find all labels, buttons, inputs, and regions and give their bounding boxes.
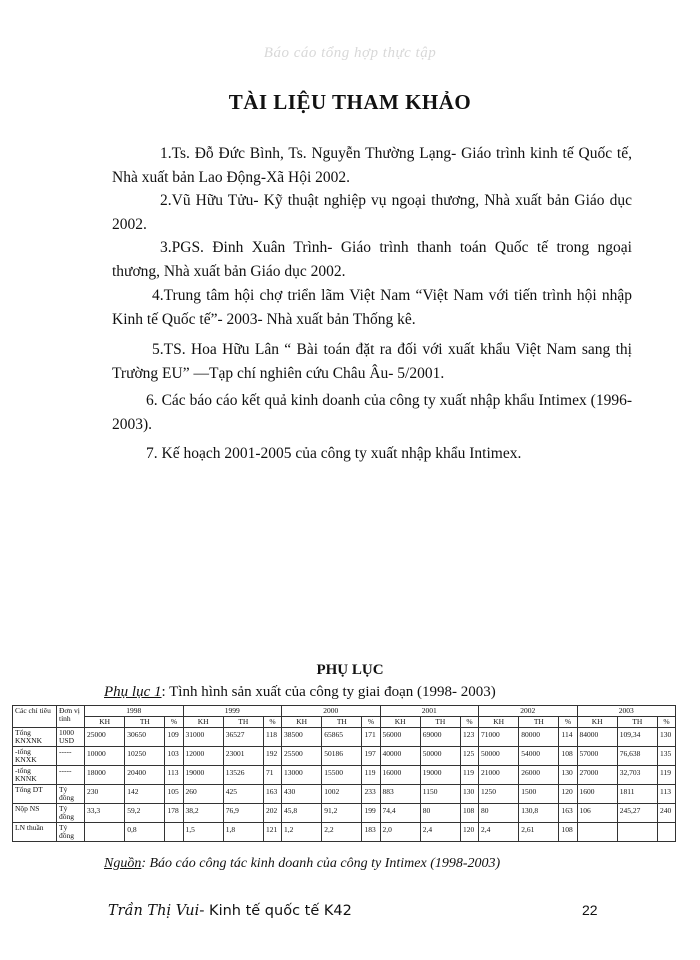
header-sub: KH [479, 717, 519, 728]
table-cell: 33,3 [85, 804, 125, 823]
row-label: -tổng KNNK [13, 766, 57, 785]
table-cell: 1500 [519, 785, 559, 804]
table-row [13, 728, 676, 747]
header-sub: TH [617, 717, 657, 728]
running-header: Báo cáo tổng hợp thực tập [263, 45, 437, 61]
table-cell: 13000 [282, 766, 322, 785]
table-cell: 430 [282, 785, 322, 804]
table-cell: 883 [380, 785, 420, 804]
table-cell: 142 [125, 785, 165, 804]
table-cell: 123 [460, 728, 478, 747]
table-cell: 18000 [85, 766, 125, 785]
row-unit: Tỷ đồng [57, 823, 85, 842]
table-cell: 121 [263, 823, 281, 842]
page-number: 22 [582, 902, 598, 918]
table-row [13, 785, 676, 804]
appendix-caption [104, 684, 496, 701]
table-cell: 1250 [479, 785, 519, 804]
table-cell: 2,4 [479, 823, 519, 842]
table-cell: 183 [362, 823, 380, 842]
table-cell: 192 [263, 747, 281, 766]
header-year: 1999 [183, 706, 282, 717]
footer-class: - Kinh tế quốc tế K42 [199, 903, 352, 919]
row-label: -tổng KNXK [13, 747, 57, 766]
table-cell: 69000 [420, 728, 460, 747]
table-cell: 38500 [282, 728, 322, 747]
table-cell: 1,5 [183, 823, 223, 842]
row-unit: 1000 USD [57, 728, 85, 747]
table-cell: 1150 [420, 785, 460, 804]
table-row [13, 747, 676, 766]
table-cell: 2,2 [322, 823, 362, 842]
table-cell: 50186 [322, 747, 362, 766]
table-cell: 38,2 [183, 804, 223, 823]
header-sub: % [165, 717, 183, 728]
table-cell [657, 823, 675, 842]
header-year: 1998 [85, 706, 184, 717]
source-text: : Báo cáo công tác kinh doanh của công ty Intimex (1998-2003) [141, 856, 501, 871]
table-cell: 260 [183, 785, 223, 804]
table-cell: 130 [460, 785, 478, 804]
table-cell: 25000 [85, 728, 125, 747]
table-cell: 2,61 [519, 823, 559, 842]
table-cell: 163 [559, 804, 577, 823]
row-label: LN thuần [13, 823, 57, 842]
table-cell: 19000 [183, 766, 223, 785]
header-sub: TH [322, 717, 362, 728]
header-sub: TH [125, 717, 165, 728]
table-cell: 76,638 [617, 747, 657, 766]
table-cell: 130 [559, 766, 577, 785]
table-cell: 26000 [519, 766, 559, 785]
reference-item-1: 1.Ts. Đỗ Đức Bình, Ts. Nguyễn Thường Lạng- Giáo trình kinh tế Quốc tế, Nhà xuất bản Lao Động-Xã Hội 2002. [112, 145, 632, 186]
table-cell: 125 [460, 747, 478, 766]
production-table [12, 705, 676, 842]
table-cell: 119 [460, 766, 478, 785]
table-cell: 130 [657, 728, 675, 747]
row-unit: Tỷ đồng [57, 785, 85, 804]
footer-author-line [108, 903, 352, 919]
header-sub: KH [183, 717, 223, 728]
table-cell: 50000 [479, 747, 519, 766]
table-cell: 113 [165, 766, 183, 785]
row-unit: ----- [57, 747, 85, 766]
header-sub: % [559, 717, 577, 728]
header-sub: % [460, 717, 478, 728]
header-sub: TH [519, 717, 559, 728]
header-unit: Đơn vị tính [57, 706, 85, 728]
row-label: Tổng KNXNK [13, 728, 57, 747]
table-cell: 80 [420, 804, 460, 823]
table-cell: 130,8 [519, 804, 559, 823]
table-cell: 71 [263, 766, 281, 785]
table-cell: 56000 [380, 728, 420, 747]
table-cell: 1,8 [223, 823, 263, 842]
table-cell: 36527 [223, 728, 263, 747]
table-cell [577, 823, 617, 842]
table-row [13, 766, 676, 785]
table-cell: 25500 [282, 747, 322, 766]
reference-item-2: 2.Vũ Hữu Tửu- Kỹ thuật nghiệp vụ ngoại thương, Nhà xuất bản Giáo dục 2002. [112, 192, 632, 233]
table-cell: 54000 [519, 747, 559, 766]
table-cell: 80000 [519, 728, 559, 747]
table-cell: 1811 [617, 785, 657, 804]
table-cell: 32,703 [617, 766, 657, 785]
table-cell: 108 [559, 823, 577, 842]
table-cell: 118 [263, 728, 281, 747]
header-sub: % [362, 717, 380, 728]
table-cell [85, 823, 125, 842]
table-cell: 120 [559, 785, 577, 804]
table-cell: 108 [559, 747, 577, 766]
table-cell: 199 [362, 804, 380, 823]
table-cell: 21000 [479, 766, 519, 785]
header-sub: TH [420, 717, 460, 728]
page-title: TÀI LIỆU THAM KHẢO [228, 90, 472, 114]
table-cell: 84000 [577, 728, 617, 747]
table-cell: 20400 [125, 766, 165, 785]
row-unit: ----- [57, 766, 85, 785]
header-sub: % [657, 717, 675, 728]
table-cell: 19000 [420, 766, 460, 785]
table-cell: 114 [559, 728, 577, 747]
appendix-heading: PHỤ LỤC [316, 662, 384, 678]
header-sub: KH [282, 717, 322, 728]
header-year: 2003 [577, 706, 676, 717]
appendix-label: Phụ lục 1 [104, 684, 162, 700]
header-sub: KH [380, 717, 420, 728]
table-cell: 74,4 [380, 804, 420, 823]
table-cell: 1002 [322, 785, 362, 804]
source-note [104, 856, 500, 872]
table-cell: 27000 [577, 766, 617, 785]
header-year: 2002 [479, 706, 578, 717]
table-cell: 91,2 [322, 804, 362, 823]
header-sub: KH [577, 717, 617, 728]
table-row [13, 804, 676, 823]
table-cell: 80 [479, 804, 519, 823]
table-cell: 10000 [85, 747, 125, 766]
reference-item-3: 3.PGS. Đinh Xuân Trình- Giáo trình thanh toán Quốc tế trong ngoại thương, Nhà xuất bản Giáo dục 2002. [112, 239, 632, 280]
header-year: 2000 [282, 706, 381, 717]
header-sub: TH [223, 717, 263, 728]
table-cell: 425 [223, 785, 263, 804]
table-cell: 119 [657, 766, 675, 785]
header-sub: KH [85, 717, 125, 728]
reference-item-7: 7. Kế hoạch 2001-2005 của công ty xuất nhập khẩu Intimex. [146, 445, 522, 462]
table-cell: 57000 [577, 747, 617, 766]
table-cell: 65865 [322, 728, 362, 747]
header-year: 2001 [380, 706, 479, 717]
row-label: Tổng DT [13, 785, 57, 804]
table-cell: 109,34 [617, 728, 657, 747]
table-cell: 76,9 [223, 804, 263, 823]
reference-item-5: 5.TS. Hoa Hữu Lân “ Bài toán đặt ra đối với xuất khẩu Việt Nam sang thị Trường EU” —Tạp chí nghiên cứu Châu Âu- 5/2001. [112, 341, 632, 382]
table-cell: 1,2 [282, 823, 322, 842]
table-cell: 30650 [125, 728, 165, 747]
table-cell: 31000 [183, 728, 223, 747]
table-cell: 233 [362, 785, 380, 804]
table-cell: 2,4 [420, 823, 460, 842]
footer-author: Trần Thị Vui [108, 903, 200, 919]
table-cell: 113 [657, 785, 675, 804]
appendix-caption-text: : Tình hình sản xuất của công ty giai đoạn (1998- 2003) [161, 684, 496, 700]
table-cell: 15500 [322, 766, 362, 785]
table-cell: 135 [657, 747, 675, 766]
table-cell: 230 [85, 785, 125, 804]
table-cell: 40000 [380, 747, 420, 766]
table-cell: 120 [460, 823, 478, 842]
table-cell: 108 [460, 804, 478, 823]
table-cell: 109 [165, 728, 183, 747]
table-cell: 105 [165, 785, 183, 804]
table-cell: 106 [577, 804, 617, 823]
table-cell: 240 [657, 804, 675, 823]
table-cell: 13526 [223, 766, 263, 785]
header-sub: % [263, 717, 281, 728]
table-cell: 163 [263, 785, 281, 804]
table-cell: 10250 [125, 747, 165, 766]
reference-item-6: 6. Các báo cáo kết quả kinh doanh của công ty xuất nhập khẩu Intimex (1996-2003). [112, 392, 632, 433]
table-cell: 0,8 [125, 823, 165, 842]
table-cell: 178 [165, 804, 183, 823]
header-indicator: Các chỉ tiêu [13, 706, 57, 728]
table-row [13, 823, 676, 842]
table-cell: 119 [362, 766, 380, 785]
table-body [13, 728, 676, 842]
table-cell: 197 [362, 747, 380, 766]
table-cell: 103 [165, 747, 183, 766]
table-cell: 12000 [183, 747, 223, 766]
table-cell: 50000 [420, 747, 460, 766]
table-cell: 245,27 [617, 804, 657, 823]
table-cell: 45,8 [282, 804, 322, 823]
table-cell: 1600 [577, 785, 617, 804]
table-cell: 23001 [223, 747, 263, 766]
table-cell: 71000 [479, 728, 519, 747]
table-cell: 16000 [380, 766, 420, 785]
table-cell: 171 [362, 728, 380, 747]
table-cell [165, 823, 183, 842]
source-label: Nguồn [104, 856, 142, 871]
row-unit: Tỷ đồng [57, 804, 85, 823]
table-cell: 59,2 [125, 804, 165, 823]
row-label: Nộp NS [13, 804, 57, 823]
table-cell: 202 [263, 804, 281, 823]
reference-item-4: 4.Trung tâm hội chợ triển lãm Việt Nam “Việt Nam với tiến trình hội nhập Kinh tế Quốc tế”- 2003- Nhà xuất bản Thống kê. [112, 287, 632, 328]
table-cell [617, 823, 657, 842]
table-cell: 2,0 [380, 823, 420, 842]
